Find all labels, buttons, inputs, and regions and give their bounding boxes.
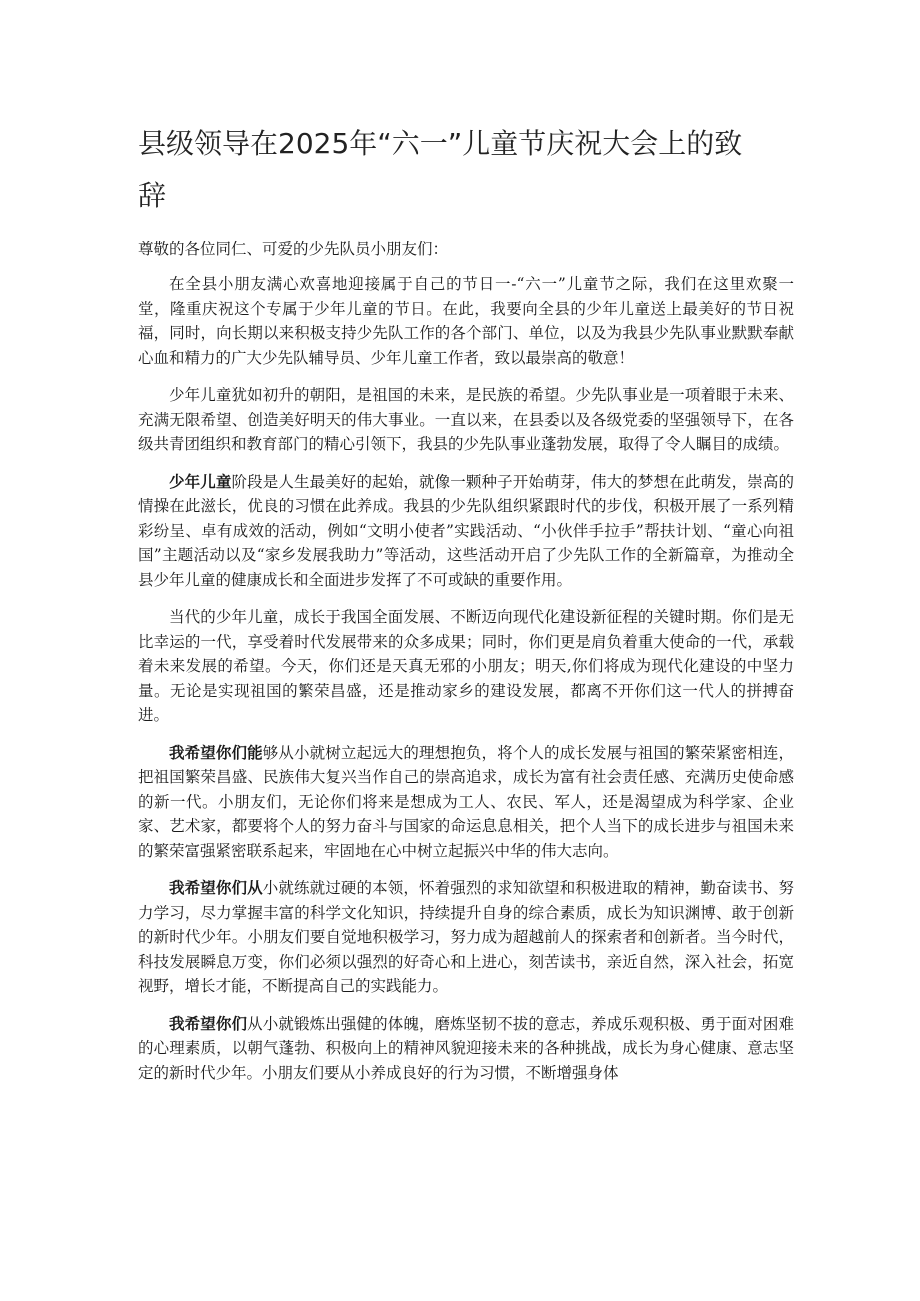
paragraph-text: 当代的少年儿童，成长于我国全面发展、不断迈向现代化建设新征程的关键时期。你们是无比幸运的一代，享受着时代发展带来的众多成果；同时，你们更是肩负着重大使命的一代，承载着未来发展的希望。今天，你们还是天真无邪的小朋友；明天,你们将成为现代化建设的中坚力量。无论是实现祖国的繁荣昌盛，还是推动家乡的建设发展，都离不开你们这一代人的拼搏奋进。 xyxy=(138,608,794,724)
paragraph-3 xyxy=(138,470,794,593)
paragraph-text: 在全县小朋友满心欢喜地迎接属于自己的节日一-“六一”儿童节之际，我们在这里欢聚一堂，隆重庆祝这个专属于少年儿童的节日。在此，我要向全县的少年儿童送上最美好的节日祝福，同时，向长期以来积极支持少先队工作的各个部门、单位，以及为我县少先队事业默默奉献心血和精力的广大少先队辅导员、少年儿童工作者，致以最崇高的敬意！ xyxy=(138,275,794,367)
paragraph-text: 阶段是人生最美好的起始，就像一颗种子开始萌芽，伟大的梦想在此萌发，崇高的情操在此滋长，优良的习惯在此养成。我县的少先队组织紧跟时代的步伐，积极开展了一系列精彩纷呈、卓有成效的活动，例如“文明小使者”实践活动、“小伙伴手拉手”帮扶计划、“童心向祖国”主题活动以及“家乡发展我助力”等活动，这些活动开启了少先队工作的全新篇章，为推动全县少年儿童的健康成长和全面进步发挥了不可或缺的重要作用。 xyxy=(138,472,794,589)
paragraph-lead: 我希望你们 xyxy=(169,1014,248,1033)
paragraph-4 xyxy=(138,605,794,728)
paragraph-5 xyxy=(138,741,794,864)
paragraph-lead: 我希望你们能 xyxy=(169,743,263,762)
paragraph-text: 从小就锻炼出强健的体魄，磨炼坚韧不拔的意志，养成乐观积极、勇于面对困难的心理素质，以朝气蓬勃、积极向上的精神风貌迎接未来的各种挑战，成长为身心健康、意志坚定的新时代少年。小朋友们要从小养成良好的行为习惯，不断增强身体 xyxy=(138,1014,794,1082)
paragraph-lead: 我希望你们从 xyxy=(169,879,263,897)
paragraph-1 xyxy=(138,272,794,370)
paragraph-6 xyxy=(138,876,794,999)
document-title: 县级领导在2025年“六一”儿童节庆祝大会上的致辞 xyxy=(138,127,743,212)
paragraph-7 xyxy=(138,1012,794,1086)
paragraph-2 xyxy=(138,383,794,457)
salutation: 尊敬的各位同仁、可爱的少先队员小朋友们： xyxy=(138,240,449,258)
paragraph-text: 小就练就过硬的本领，怀着强烈的求知欲望和积极进取的精神，勤奋读书、努力学习，尽力掌握丰富的科学文化知识，持续提升自身的综合素质，成长为知识渊博、敢于创新的新时代少年。小朋友们要自觉地积极学习，努力成为超越前人的探索者和创新者。当今时代，科技发展瞬息万变，你们必须以强烈的好奇心和上进心，刻苦读书，亲近自然，深入社会，拓宽视野，增长才能，不断提高自己的实践能力。 xyxy=(138,879,794,995)
paragraph-text: 够从小就树立起远大的理想抱负，将个人的成长发展与祖国的繁荣紧密相连，把祖国繁荣昌盛、民族伟大复兴当作自己的崇高追求，成长为富有社会责任感、充满历史使命感的新一代。小朋友们，无论你们将来是想成为工人、农民、军人，还是渴望成为科学家、企业家、艺术家，都要将个人的努力奋斗与国家的命运息息相关，把个人当下的成长进步与祖国未来的繁荣富强紧密联系起来，牢固地在心中树立起振兴中华的伟大志向。 xyxy=(138,743,794,860)
paragraph-lead: 少年儿童 xyxy=(169,472,232,491)
document-page xyxy=(138,118,794,1098)
paragraph-text: 少年儿童犹如初升的朝阳，是祖国的未来，是民族的希望。少先队事业是一项着眼于未来、充满无限希望、创造美好明天的伟大事业。一直以来，在县委以及各级党委的坚强领导下，在各级共青团组织和教育部门的精心引领下，我县的少先队事业蓬勃发展，取得了令人瞩目的成绩。 xyxy=(138,386,794,453)
